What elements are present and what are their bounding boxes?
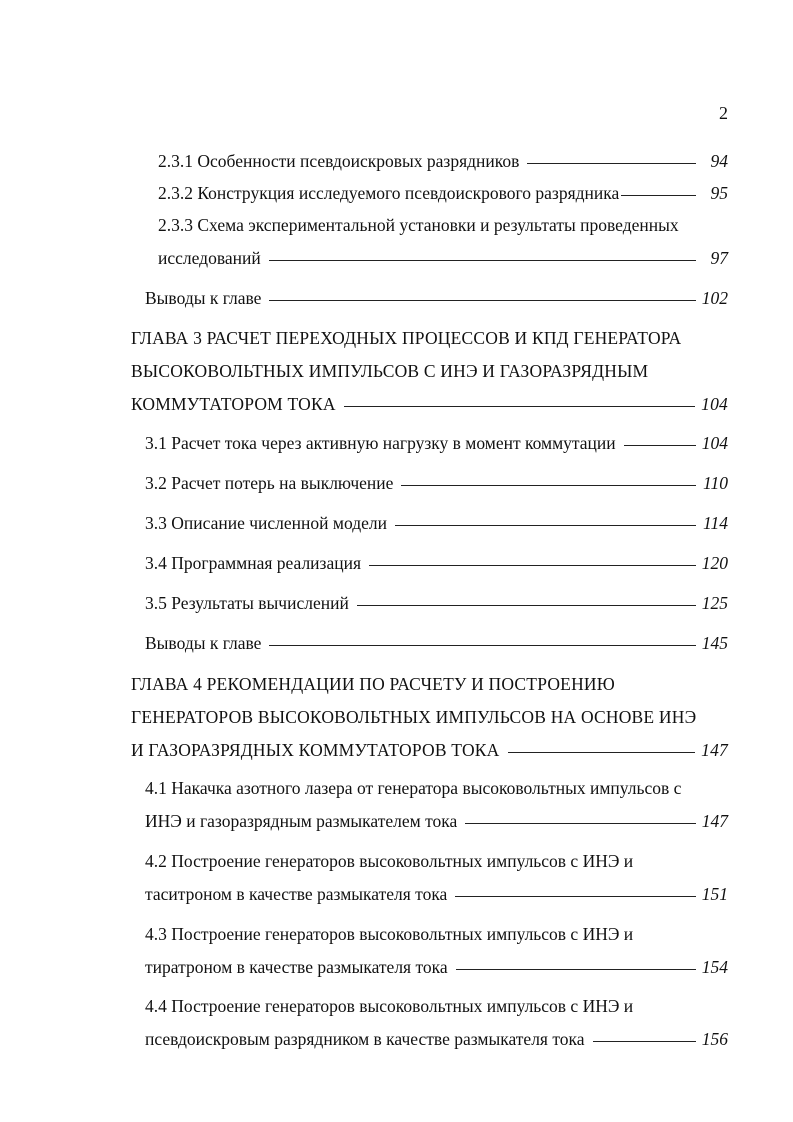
toc-entry-title-line: 4.4 Построение генераторов высоковольтных импульсов с ИНЭ и: [145, 996, 634, 1016]
toc-entry-2-3-1[interactable]: [158, 145, 728, 178]
toc-entry-chapter-3[interactable]: [131, 322, 728, 421]
leader-line: [357, 605, 696, 606]
toc-entry-title-line: таситроном в качестве размыкателя тока: [145, 884, 448, 904]
toc-entry-3-5[interactable]: [145, 587, 728, 620]
toc-entry-title-line: тиратроном в качестве размыкателя тока: [145, 957, 448, 977]
toc-entry-3-3[interactable]: [145, 507, 728, 540]
toc-entry-chapter-2-conclusions[interactable]: [145, 282, 728, 315]
toc-entry-page: 147: [701, 811, 728, 831]
leader-line: [624, 445, 696, 446]
toc-entry-title: 3.4 Программная реализация: [145, 553, 361, 573]
toc-entry-title-line: 2.3.3 Схема экспериментальной установки и результаты проведенных: [158, 215, 679, 235]
chapter-title-line: ГЕНЕРАТОРОВ ВЫСОКОВОЛЬТНЫХ ИМПУЛЬСОВ НА ОСНОВЕ ИНЭ: [131, 707, 697, 727]
toc-entry-title-line: 4.2 Построение генераторов высоковольтных импульсов с ИНЭ и: [145, 851, 634, 871]
chapter-title-line: ГЛАВА 3 РАСЧЕТ ПЕРЕХОДНЫХ ПРОЦЕССОВ И КПД ГЕНЕРАТОРА: [131, 328, 682, 348]
toc-entry-page: 94: [710, 151, 728, 171]
toc-entry-title: 3.3 Описание численной модели: [145, 513, 387, 533]
toc-entry-4-3[interactable]: [145, 918, 728, 984]
leader-line: [269, 645, 695, 646]
toc-entry-page: 120: [701, 553, 728, 573]
toc-entry-title: Выводы к главе: [145, 633, 262, 653]
toc-entry-3-2[interactable]: [145, 467, 728, 500]
toc-entry-title-line: ИНЭ и газоразрядным размыкателем тока: [145, 811, 458, 831]
toc-entry-page: 156: [701, 1029, 728, 1049]
toc-entry-3-4[interactable]: [145, 547, 728, 580]
toc-entry-chapter-4[interactable]: [131, 668, 728, 767]
chapter-title-line: ВЫСОКОВОЛЬТНЫХ ИМПУЛЬСОВ С ИНЭ И ГАЗОРАЗРЯДНЫМ: [131, 361, 649, 381]
toc-entry-4-1[interactable]: [145, 772, 728, 838]
toc-entry-page: 154: [701, 957, 728, 977]
toc-entry-2-3-2[interactable]: [158, 177, 728, 210]
toc-entry-title-line: исследований: [158, 248, 261, 268]
toc-entry-title: 2.3.2 Конструкция исследуемого псевдоискрового разрядника: [158, 183, 620, 203]
toc-entry-title: 3.1 Расчет тока через активную нагрузку в момент коммутации: [145, 433, 616, 453]
page-number: 2: [719, 103, 728, 123]
leader-line: [465, 823, 695, 824]
toc-entry-page: 151: [701, 884, 728, 904]
leader-line: [621, 195, 696, 196]
toc-entry-page: 104: [701, 433, 728, 453]
toc-entry-page: 147: [701, 740, 728, 760]
toc-entry-title-line: 4.3 Построение генераторов высоковольтных импульсов с ИНЭ и: [145, 924, 634, 944]
leader-line: [269, 300, 695, 301]
toc-entry-2-3-3[interactable]: [158, 209, 728, 275]
chapter-title-line: И ГАЗОРАЗРЯДНЫХ КОММУТАТОРОВ ТОКА: [131, 740, 500, 760]
toc-entry-page: 95: [710, 183, 728, 203]
toc-entry-page: 97: [710, 248, 728, 268]
leader-line: [401, 485, 696, 486]
toc-entry-page: 145: [701, 633, 728, 653]
leader-line: [527, 163, 696, 164]
leader-line: [269, 260, 696, 261]
toc-entry-page: 125: [701, 593, 728, 613]
toc-entry-title: Выводы к главе: [145, 288, 262, 308]
leader-line: [455, 896, 695, 897]
toc-entry-page: 104: [701, 394, 728, 414]
toc-entry-title-line: 4.1 Накачка азотного лазера от генератора высоковольтных импульсов с: [145, 778, 682, 798]
toc-entry-title-line: псевдоискровым разрядником в качестве размыкателя тока: [145, 1029, 585, 1049]
chapter-title-line: ГЛАВА 4 РЕКОМЕНДАЦИИ ПО РАСЧЕТУ И ПОСТРОЕНИЮ: [131, 674, 615, 694]
toc-entry-page: 110: [703, 473, 728, 493]
toc-entry-chapter-3-conclusions[interactable]: [145, 627, 728, 660]
chapter-title-line: КОММУТАТОРОМ ТОКА: [131, 394, 336, 414]
leader-line: [456, 969, 696, 970]
toc-entry-page: 114: [703, 513, 728, 533]
leader-line: [344, 406, 695, 407]
leader-line: [508, 752, 696, 753]
toc-entry-title: 3.2 Расчет потерь на выключение: [145, 473, 394, 493]
leader-line: [369, 565, 696, 566]
toc-entry-title: 2.3.1 Особенности псевдоискровых разрядников: [158, 151, 520, 171]
leader-line: [395, 525, 696, 526]
toc-entry-page: 102: [701, 288, 728, 308]
toc-entry-4-2[interactable]: [145, 845, 728, 911]
toc-entry-4-4[interactable]: [145, 990, 728, 1056]
toc-entry-3-1[interactable]: [145, 427, 728, 460]
leader-line: [593, 1041, 696, 1042]
toc-entry-title: 3.5 Результаты вычислений: [145, 593, 349, 613]
